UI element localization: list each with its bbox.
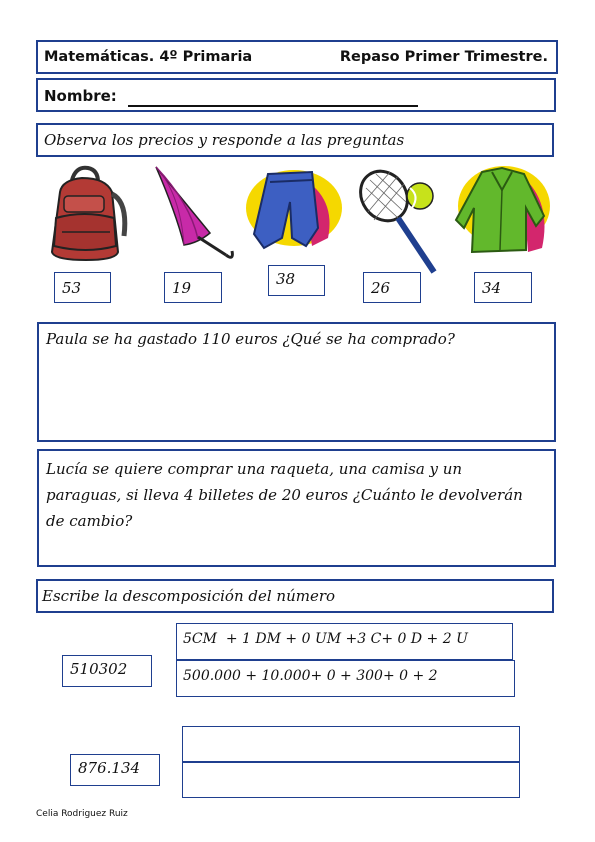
number1-units: 5CM + 1 DM + 0 UM +3 C+ 0 D + 2 U — [183, 631, 468, 647]
instruction-prices: Observa los precios y responde a las preguntas — [44, 131, 405, 149]
question2-box[interactable] — [37, 449, 556, 567]
instruction-prices-box — [36, 123, 554, 157]
question2-text: Lucía se quiere comprar una raqueta, una camisa y un paraguas, si lleva 4 billetes de 20 euros ¿Cuánto le devolverán de cambio? — [46, 460, 523, 530]
number2-units-box[interactable] — [182, 726, 520, 762]
number1-additive: 500.000 + 10.000+ 0 + 300+ 0 + 2 — [183, 668, 438, 684]
backpack-icon — [42, 162, 130, 262]
review-title: Repaso Primer Trimestre. — [339, 49, 548, 65]
jeans-icon — [232, 168, 342, 256]
price-shirt: 34 — [474, 272, 532, 303]
instruction-decomposition-box — [36, 579, 554, 613]
number2-box: 876.134 — [70, 754, 160, 786]
price-umbrella: 19 — [164, 272, 222, 303]
question1-text: Paula se ha gastado 110 euros ¿Qué se ha comprado? — [46, 330, 455, 348]
name-label: Nombre: — [44, 87, 117, 105]
price-backpack: 53 — [54, 272, 111, 303]
umbrella-icon — [150, 163, 240, 263]
number1-box: 510302 — [62, 655, 152, 687]
footer-author: Celia Rodriguez Ruiz — [36, 809, 128, 819]
subject-title: Matemáticas. 4º Primaria — [44, 49, 253, 65]
number2-additive-box[interactable] — [182, 762, 520, 798]
question1-box[interactable] — [37, 322, 556, 442]
instruction-decomposition: Escribe la descomposición del número — [42, 587, 336, 605]
number1-additive-box[interactable] — [176, 660, 515, 697]
price-racket: 26 — [363, 272, 421, 303]
price-jeans: 38 — [268, 265, 325, 296]
header-box — [36, 40, 558, 74]
number1-units-box[interactable] — [176, 623, 513, 660]
name-field[interactable] — [128, 105, 418, 107]
shirt-icon — [452, 162, 552, 262]
racket-icon — [358, 166, 442, 278]
name-box — [36, 78, 556, 112]
